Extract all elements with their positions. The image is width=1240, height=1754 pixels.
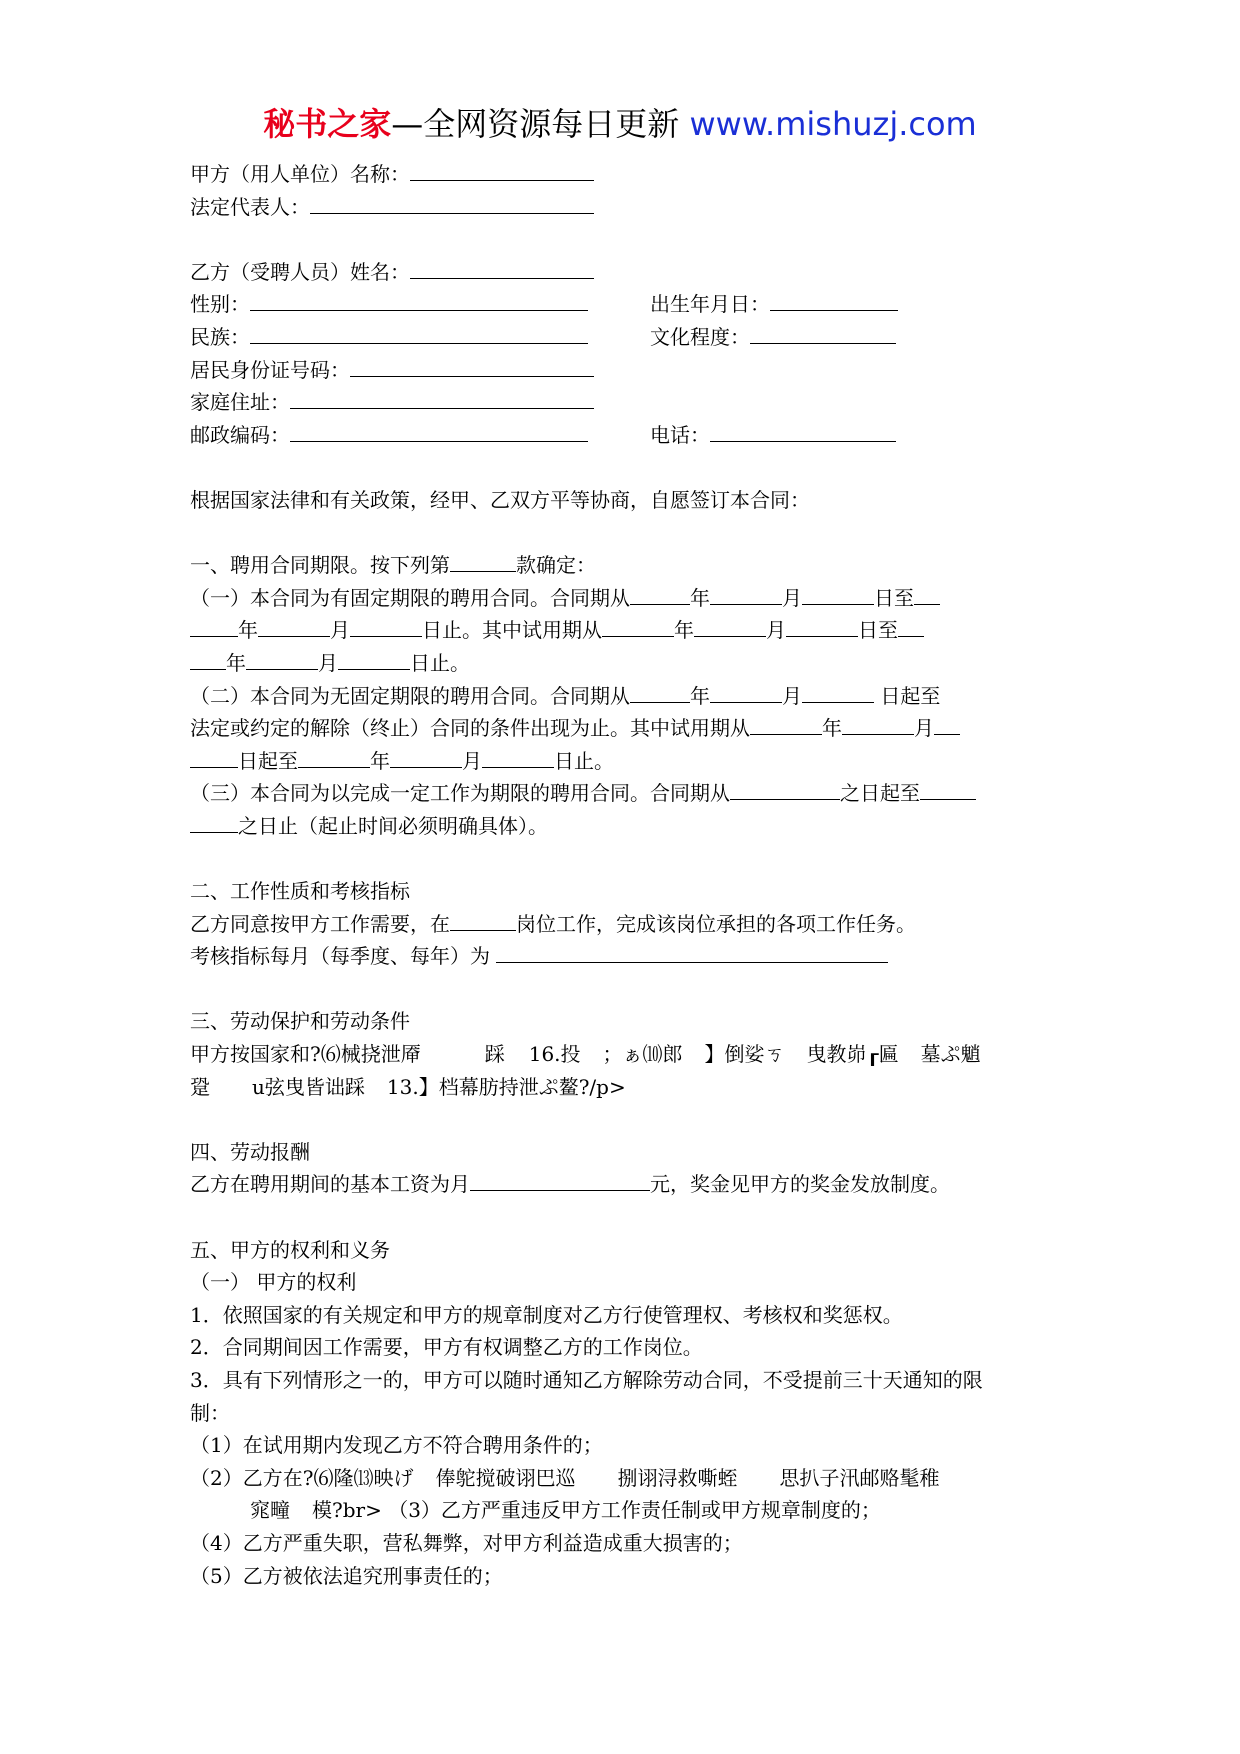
s5-c4: （4）乙方严重失职，营私舞弊，对甲方利益造成重大损害的；: [190, 1530, 743, 1555]
s3-text: 甲方按国家和?⑹械挠泄厣: [190, 1042, 421, 1067]
s5-c2b: [190, 1494, 1060, 1527]
contract-body: [190, 158, 1060, 1592]
id-blank[interactable]: [350, 354, 594, 377]
s1-text: 月: [914, 716, 934, 741]
blank[interactable]: [190, 745, 238, 768]
phone-label: 电话：: [650, 422, 710, 447]
kpi-blank[interactable]: [496, 940, 888, 963]
ethnicity-education-line: [190, 321, 1060, 354]
blank[interactable]: [730, 777, 840, 800]
s3-text: 】倒娑ㄎ: [704, 1042, 785, 1067]
s5-text: 捌诩浔救嘶蛭: [617, 1465, 738, 1490]
blank[interactable]: [750, 712, 822, 735]
s3-line2: [190, 1071, 1060, 1104]
address-blank[interactable]: [290, 386, 594, 409]
blank[interactable]: [694, 614, 766, 637]
s1-text: 月: [462, 748, 482, 773]
s1-text: 日起至: [880, 683, 941, 708]
s1-item1-line2: [190, 614, 1060, 647]
blank[interactable]: [190, 614, 238, 637]
brand-name: 秘书之家: [263, 105, 392, 143]
party-a-name-blank[interactable]: [410, 158, 594, 181]
s3-text: 曳教峁┎匾: [806, 1042, 899, 1067]
gender-label: 性别：: [190, 292, 250, 317]
postcode-blank[interactable]: [290, 419, 588, 442]
s1-text: 年: [690, 683, 710, 708]
intro-paragraph: 根据国家法律和有关政策，经甲、乙双方平等协商，自愿签订本合同：: [190, 487, 810, 512]
s5-text: 俸鸵搅破诩巴巡: [435, 1465, 576, 1490]
s1-item1-line3: [190, 647, 1060, 680]
s5-sub1: （一） 甲方的权利: [190, 1270, 357, 1295]
s2-text: 考核指标每月（每季度、每年）为: [190, 944, 490, 969]
s1-text: 月: [318, 650, 338, 675]
party-a-name-label: 甲方（用人单位）名称：: [190, 162, 410, 186]
s5-text: 模?br> （3）乙方严重违反甲方工作责任制或甲方规章制度的；: [312, 1498, 881, 1523]
s3-text: 13.】档幕肪持泄ぷ鳌?/p>: [386, 1074, 626, 1099]
blank[interactable]: [190, 647, 226, 670]
s5-text: 思扒子汛邮赂髦稚: [779, 1465, 940, 1490]
header-slogan: —全网资源每日更新: [391, 105, 680, 143]
s2-text: 乙方同意按甲方工作需要，在: [190, 911, 450, 936]
s2-text: 岗位工作，完成该岗位承担的各项工作任务。: [516, 911, 916, 936]
phone-blank[interactable]: [710, 419, 896, 442]
s5-p3b: 制：: [190, 1400, 230, 1425]
s5-c2: [190, 1462, 1060, 1495]
s5-text: （2）乙方在?⑹隆⒀映げ: [190, 1465, 414, 1490]
blank[interactable]: [914, 582, 940, 605]
s1-clause-blank[interactable]: [450, 549, 516, 572]
s1-text: 月: [782, 585, 802, 610]
s5-text: 窕疃: [250, 1498, 290, 1523]
blank[interactable]: [934, 712, 960, 735]
address-label: 家庭住址：: [190, 390, 290, 415]
site-header: [0, 104, 1240, 144]
party-b-name-line: [190, 256, 1060, 289]
s1-text: 之日起至: [840, 781, 920, 806]
s4-line1: [190, 1168, 1060, 1201]
s1-text: 日至: [874, 585, 914, 610]
s3-text: 踩: [484, 1042, 505, 1067]
s1-text: （二）本合同为无固定期限的聘用合同。合同期从: [190, 683, 630, 708]
s1-item2-line2: [190, 712, 1060, 745]
s1-text: 年: [674, 618, 694, 643]
postcode-phone-line: [190, 419, 1060, 452]
blank[interactable]: [482, 745, 554, 768]
s4-text: 元，奖金见甲方的奖金发放制度。: [650, 1172, 950, 1197]
s5-c5: （5）乙方被依法追究刑事责任的；: [190, 1563, 503, 1588]
s1-text: 年: [226, 650, 246, 675]
blank[interactable]: [602, 614, 674, 637]
s1-item3-line2: [190, 810, 1060, 843]
blank[interactable]: [710, 680, 782, 703]
s5-p3a: 3．具有下列情形之一的，甲方可以随时通知乙方解除劳动合同，不受提前三十天通知的限: [190, 1367, 983, 1392]
s1-text: 年: [370, 748, 390, 773]
s1-item2-line3: [190, 745, 1060, 778]
id-line: [190, 354, 1060, 387]
address-line: [190, 386, 1060, 419]
blank[interactable]: [190, 810, 238, 833]
id-label: 居民身份证号码：: [190, 357, 350, 382]
blank[interactable]: [786, 614, 858, 637]
blank[interactable]: [710, 582, 782, 605]
education-blank[interactable]: [750, 321, 896, 344]
post-blank[interactable]: [450, 908, 516, 931]
ethnicity-label: 民族：: [190, 324, 250, 349]
ethnicity-blank[interactable]: [250, 321, 588, 344]
blank[interactable]: [802, 680, 874, 703]
s1-text: 法定或约定的解除（终止）合同的条件出现为止。其中试用期从: [190, 716, 750, 741]
blank[interactable]: [258, 614, 330, 637]
s1-item3-line1: [190, 777, 1060, 810]
s1-text: 年: [822, 716, 842, 741]
gender-blank[interactable]: [250, 288, 588, 311]
s4-text: 乙方在聘用期间的基本工资为月: [190, 1172, 470, 1197]
blank[interactable]: [630, 582, 690, 605]
s1-text: 年: [238, 618, 258, 643]
blank[interactable]: [246, 647, 318, 670]
s1-text: 日止。其中试用期从: [422, 618, 602, 643]
blank[interactable]: [898, 614, 924, 637]
s1-text: 年: [690, 585, 710, 610]
s5-c1: （1）在试用期内发现乙方不符合聘用条件的；: [190, 1433, 603, 1458]
s1-item1-line1: [190, 582, 1060, 615]
blank[interactable]: [802, 582, 874, 605]
section-5-title: 五、甲方的权利和义务: [190, 1237, 390, 1262]
party-a-rep-line: [190, 191, 1060, 224]
education-label: 文化程度：: [650, 324, 750, 349]
s3-text: u弦曳皆诎踩: [252, 1074, 365, 1099]
s5-p2: 2．合同期间因工作需要，甲方有权调整乙方的工作岗位。: [190, 1335, 703, 1360]
blank[interactable]: [842, 712, 914, 735]
party-b-name-label: 乙方（受聘人员）姓名：: [190, 259, 410, 284]
s5-p1: 1．依照国家的有关规定和甲方的规章制度对乙方行使管理权、考核权和奖惩权。: [190, 1302, 903, 1327]
section-4-title: 四、劳动报酬: [190, 1139, 310, 1164]
s1-text: 之日止（起止时间必须明确具体）。: [238, 813, 548, 838]
blank[interactable]: [338, 647, 410, 670]
blank[interactable]: [920, 777, 976, 800]
blank[interactable]: [630, 680, 690, 703]
blank[interactable]: [350, 614, 422, 637]
salary-blank[interactable]: [470, 1168, 650, 1191]
birth-label: 出生年月日：: [650, 292, 770, 317]
s1-text: （三）本合同为以完成一定工作为期限的聘用合同。合同期从: [190, 781, 730, 806]
s3-line1: [190, 1038, 1060, 1071]
s3-text: 墓ぷ魈: [920, 1042, 981, 1067]
s3-text: 16.投: [528, 1042, 581, 1067]
party-a-rep-blank[interactable]: [310, 191, 594, 214]
party-a-rep-label: 法定代表人：: [190, 194, 310, 219]
s1-title-b: 款确定：: [516, 553, 596, 578]
s1-text: （一）本合同为有固定期限的聘用合同。合同期从: [190, 585, 630, 610]
section-1-title: [190, 549, 1060, 582]
birth-blank[interactable]: [770, 288, 898, 311]
section-3-title: 三、劳动保护和劳动条件: [190, 1009, 410, 1034]
s2-line2: [190, 940, 1060, 973]
s1-text: 月: [782, 683, 802, 708]
s1-item2-line1: [190, 680, 1060, 713]
s1-text: 月: [330, 618, 350, 643]
gender-birth-line: [190, 288, 1060, 321]
s3-text: 跫: [190, 1074, 210, 1099]
s1-text: 日止。: [410, 650, 470, 675]
s1-text: 日止。: [554, 748, 614, 773]
header-url[interactable]: www.mishuzj.com: [689, 105, 977, 143]
s1-text: 日起至: [238, 748, 298, 773]
blank[interactable]: [390, 745, 462, 768]
postcode-label: 邮政编码：: [190, 422, 290, 447]
s1-text: 日至: [858, 618, 898, 643]
party-a-name-line: [190, 158, 1060, 191]
blank[interactable]: [298, 745, 370, 768]
s3-text: ；ぁ⑽郎: [602, 1042, 683, 1067]
s2-line1: [190, 908, 1060, 941]
s1-text: 月: [766, 618, 786, 643]
section-2-title: 二、工作性质和考核指标: [190, 879, 410, 904]
s1-title-a: 一、聘用合同期限。按下列第: [190, 553, 450, 578]
party-b-name-blank[interactable]: [410, 256, 594, 279]
